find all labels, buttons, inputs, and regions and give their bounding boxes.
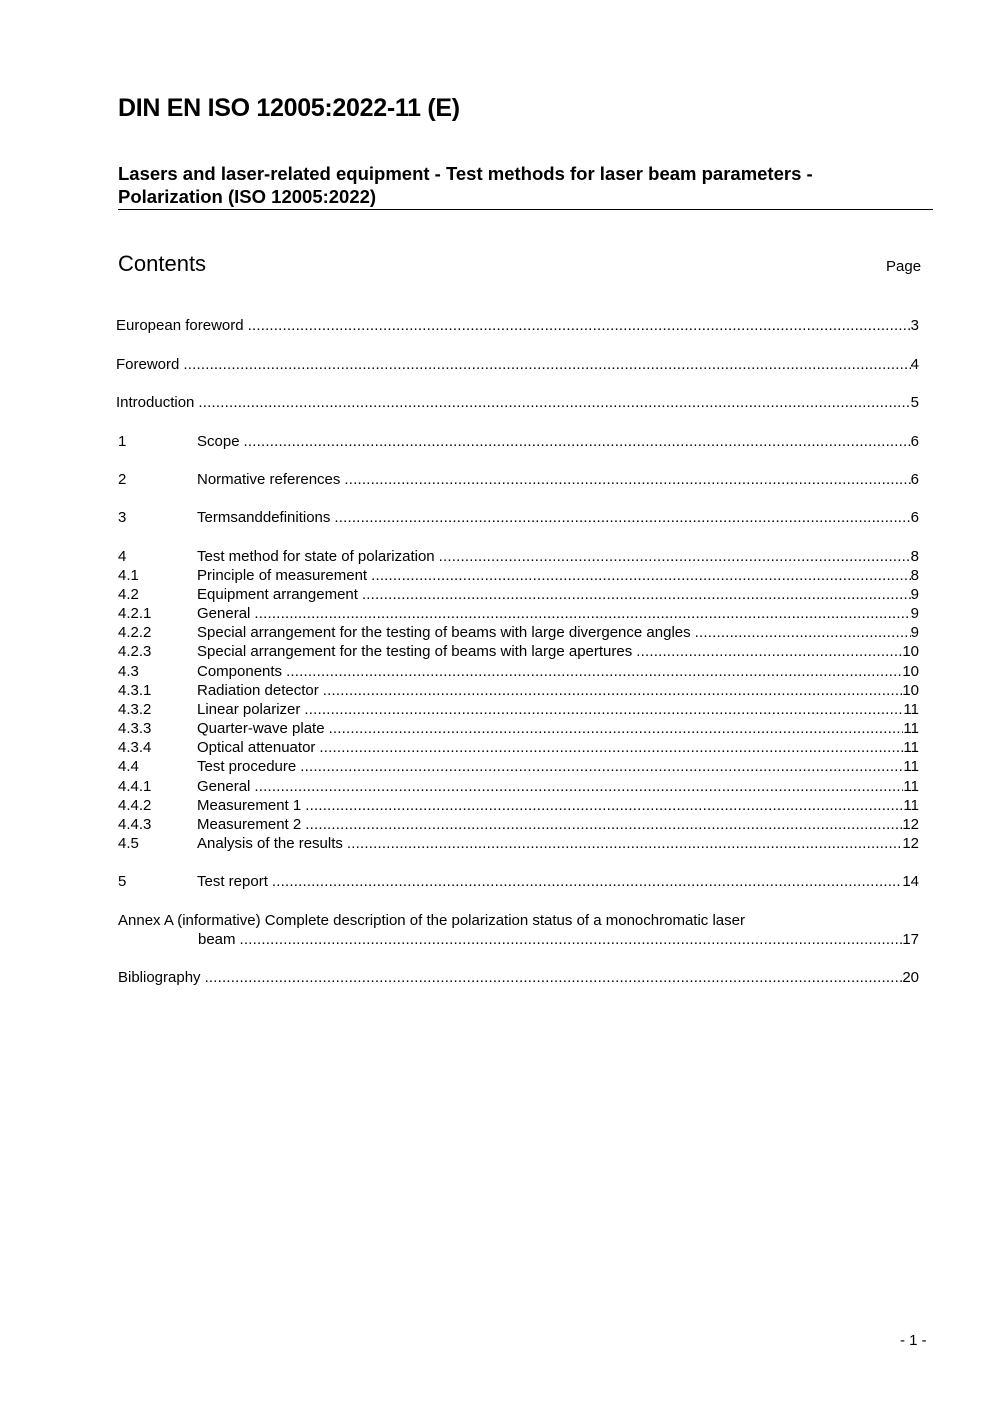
toc-entry-5[interactable]: [0, 872, 992, 891]
toc-entry-title: Optical attenuator: [197, 739, 316, 756]
toc-entry-page: 12: [902, 835, 919, 852]
toc-dot-leader: [305, 796, 903, 815]
toc-entry-title: Analysis of the results: [197, 835, 343, 852]
toc-dot-leader: [300, 757, 903, 776]
toc-entry-number: 4.2.1: [118, 605, 152, 622]
toc-dot-leader: [362, 585, 911, 604]
subtitle-line-1: Lasers and laser-related equipment - Test methods for laser beam parameters -: [118, 163, 813, 184]
toc-entry-3[interactable]: [0, 508, 992, 527]
toc-entry-title: Termsanddefinitions: [197, 509, 331, 526]
subtitle-line-2: Polarization (ISO 12005:2022): [118, 186, 377, 207]
toc-entry-title: Foreword: [116, 356, 180, 373]
toc-entry-european-foreword[interactable]: [0, 316, 992, 335]
toc-entry-number: 4.3.1: [118, 682, 152, 699]
toc-entry-page: 11: [903, 701, 919, 718]
toc-entry-number: 4.3.2: [118, 701, 152, 718]
toc-entry-title: Bibliography: [118, 969, 201, 986]
toc-entry-title: Annex A (informative) Complete description of the polarization status of a monochromatic laser: [118, 912, 745, 929]
toc-entry-title: Principle of measurement: [197, 567, 368, 584]
toc-entry-4-2-2[interactable]: [0, 623, 992, 642]
toc-entry-title: Test procedure: [197, 758, 297, 775]
page-column-heading: Page: [886, 258, 922, 275]
toc-entry-title: Special arrangement for the testing of beams with large apertures: [197, 643, 633, 660]
toc-entry-bibliography[interactable]: [0, 968, 992, 987]
toc-entry-page: 11: [903, 778, 919, 795]
toc-dot-leader: [347, 834, 902, 853]
toc-entry-number: 4.3.4: [118, 739, 152, 756]
toc-entry-foreword[interactable]: [0, 355, 992, 374]
toc-entry-page: 11: [903, 739, 919, 756]
toc-entry-1[interactable]: [0, 432, 992, 451]
toc-entry-2[interactable]: [0, 470, 992, 489]
toc-dot-leader: [183, 355, 910, 374]
toc-dot-leader: [272, 872, 902, 891]
toc-entry-number: 3: [118, 509, 127, 526]
toc-dot-leader: [371, 566, 911, 585]
toc-entry-page: 9: [910, 605, 919, 622]
toc-entry-page: 12: [902, 816, 919, 833]
toc-entry-number: 4.3.3: [118, 720, 152, 737]
toc-dot-leader: [304, 700, 903, 719]
toc-entry-title: Test report: [197, 873, 268, 890]
toc-entry-page: 9: [910, 586, 919, 603]
toc-entry-title: Radiation detector: [197, 682, 319, 699]
toc-entry-number: 4.2.3: [118, 643, 152, 660]
toc-dot-leader: [198, 393, 910, 412]
toc-entry-number: 2: [118, 471, 127, 488]
toc-entry-4-2-3[interactable]: [0, 642, 992, 661]
toc-dot-leader: [334, 508, 910, 527]
toc-entry-title-continued: beam: [198, 931, 236, 948]
toc-entry-title: Components: [197, 663, 283, 680]
toc-entry-number: 4.1: [118, 567, 139, 584]
toc-entry-title: Quarter-wave plate: [197, 720, 325, 737]
toc-entry-number: 4.4.2: [118, 797, 152, 814]
toc-entry-number: 4.4.3: [118, 816, 152, 833]
toc-entry-4-3-1[interactable]: [0, 681, 992, 700]
toc-entry-title: Measurement 2: [197, 816, 302, 833]
toc-entry-title: Introduction: [116, 394, 195, 411]
toc-entry-annex-a[interactable]: [0, 911, 992, 949]
toc-entry-number: 4: [118, 548, 127, 565]
toc-dot-leader: [319, 738, 903, 757]
toc-entry-title: Equipment arrangement: [197, 586, 358, 603]
toc-dot-leader: [636, 642, 902, 661]
toc-dot-leader: [286, 662, 902, 681]
toc-entry-title: European foreword: [116, 317, 244, 334]
toc-entry-page: 11: [903, 720, 919, 737]
toc-dot-leader: [305, 815, 902, 834]
toc-entry-page: 10: [902, 663, 919, 680]
toc-dot-leader: [439, 547, 911, 566]
toc-dot-leader: [695, 623, 911, 642]
toc-entry-4-4-3[interactable]: [0, 815, 992, 834]
toc-dot-leader: [254, 777, 903, 796]
toc-dot-leader: [244, 432, 911, 451]
toc-entry-title: General: [197, 778, 251, 795]
toc-entry-number: 4.2: [118, 586, 139, 603]
toc-entry-4-3-3[interactable]: [0, 719, 992, 738]
toc-entry-4-4[interactable]: [0, 757, 992, 776]
toc-dot-leader: [254, 604, 910, 623]
toc-entry-number: 1: [118, 433, 127, 450]
toc-dot-leader: [240, 930, 903, 949]
toc-entry-page: 3: [910, 317, 919, 334]
footer-page-number: - 1 -: [900, 1332, 927, 1349]
toc-entry-page: 20: [902, 969, 919, 986]
contents-heading: Contents: [118, 251, 207, 276]
toc-entry-title: Test method for state of polarization: [197, 548, 435, 565]
toc-entry-4-2[interactable]: [0, 585, 992, 604]
toc-entry-page: 14: [902, 873, 919, 890]
toc-entry-number: 4.2.2: [118, 624, 152, 641]
toc-entry-number: 4.4: [118, 758, 139, 775]
toc-dot-leader: [248, 316, 911, 335]
toc-entry-title: Scope: [197, 433, 240, 450]
toc-entry-4[interactable]: [0, 547, 992, 566]
toc-entry-number: 4.3: [118, 663, 139, 680]
toc-entry-title: General: [197, 605, 251, 622]
toc-dot-leader: [323, 681, 903, 700]
toc-entry-4-4-1[interactable]: [0, 777, 992, 796]
toc-entry-4-3-2[interactable]: [0, 700, 992, 719]
toc-entry-introduction[interactable]: [0, 393, 992, 412]
toc-entry-page: 11: [903, 797, 919, 814]
toc-dot-leader: [344, 470, 910, 489]
toc-entry-number: 4.4.1: [118, 778, 152, 795]
toc-entry-page: 4: [910, 356, 919, 373]
toc-entry-number: 5: [118, 873, 127, 890]
toc-dot-leader: [205, 968, 903, 987]
toc-entry-4-1[interactable]: [0, 566, 992, 585]
toc-entry-title: Measurement 1: [197, 797, 302, 814]
toc-entry-page: 17: [902, 931, 919, 948]
toc-entry-4-4-2[interactable]: [0, 796, 992, 815]
document-subtitle: [118, 162, 933, 210]
toc-entry-page: 6: [910, 433, 919, 450]
document-id-title: DIN EN ISO 12005:2022-11 (E): [118, 94, 460, 122]
toc-entry-page: 9: [910, 624, 919, 641]
toc-entry-page: 6: [910, 471, 919, 488]
toc-entry-4-5[interactable]: [0, 834, 992, 853]
toc-entry-4-3-4[interactable]: [0, 738, 992, 757]
toc-entry-page: 8: [910, 548, 919, 565]
toc-entry-page: 8: [910, 567, 919, 584]
toc-entry-number: 4.5: [118, 835, 139, 852]
toc-dot-leader: [329, 719, 904, 738]
toc-entry-page: 10: [902, 643, 919, 660]
toc-entry-page: 11: [903, 758, 919, 775]
toc-entry-title: Linear polarizer: [197, 701, 301, 718]
toc-entry-4-3[interactable]: [0, 662, 992, 681]
toc-entry-title: Special arrangement for the testing of beams with large divergence angles: [197, 624, 691, 641]
toc-entry-page: 5: [910, 394, 919, 411]
toc-entry-page: 10: [902, 682, 919, 699]
toc-entry-title: Normative references: [197, 471, 341, 488]
toc-entry-page: 6: [910, 509, 919, 526]
toc-entry-4-2-1[interactable]: [0, 604, 992, 623]
